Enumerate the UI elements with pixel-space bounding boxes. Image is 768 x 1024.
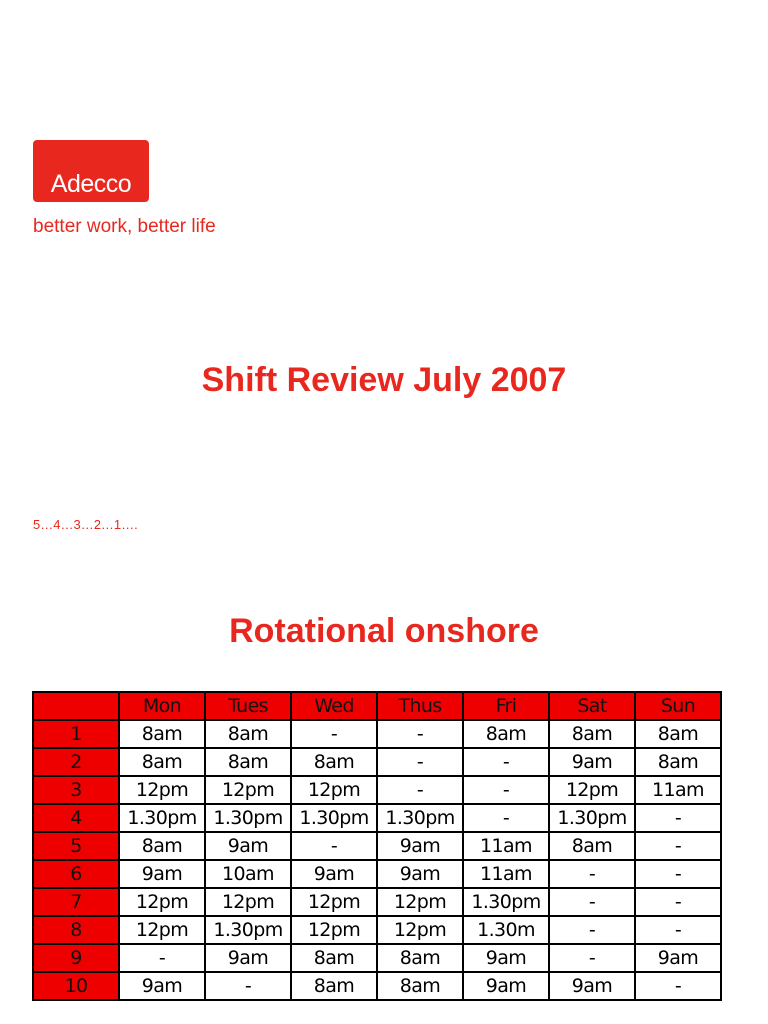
shift-cell: 8am: [549, 832, 635, 860]
adecco-logo: [33, 140, 149, 202]
shift-cell: 8am: [119, 748, 205, 776]
row-number: 8: [33, 916, 119, 944]
shift-cell: 1.30pm: [549, 804, 635, 832]
row-number: 6: [33, 860, 119, 888]
row-number: 2: [33, 748, 119, 776]
shift-cell: -: [635, 860, 721, 888]
shift-cell: 9am: [119, 972, 205, 1000]
table-row: [33, 804, 721, 832]
table-row: [33, 916, 721, 944]
table-row: [33, 748, 721, 776]
table-row: [33, 860, 721, 888]
header-thus: Thus: [377, 692, 463, 720]
shift-cell: -: [463, 804, 549, 832]
section-title: Rotational onshore: [229, 612, 539, 650]
shift-cell: 12pm: [119, 776, 205, 804]
shift-cell: 12pm: [291, 916, 377, 944]
shift-cell: -: [291, 720, 377, 748]
shift-cell: -: [549, 888, 635, 916]
shift-cell: 8am: [205, 720, 291, 748]
shift-cell: 1.30m: [463, 916, 549, 944]
shift-cell: 8am: [549, 720, 635, 748]
shift-cell: -: [635, 804, 721, 832]
shift-cell: 12pm: [291, 888, 377, 916]
corner-cell: [33, 692, 119, 720]
shift-cell: 1.30pm: [205, 804, 291, 832]
shift-cell: 8am: [205, 748, 291, 776]
shift-cell: -: [549, 916, 635, 944]
row-number: 7: [33, 888, 119, 916]
tagline: better work, better life: [33, 216, 216, 237]
shift-cell: 9am: [377, 860, 463, 888]
shift-cell: 12pm: [377, 916, 463, 944]
shift-cell: -: [377, 776, 463, 804]
shift-cell: 12pm: [205, 888, 291, 916]
table-row: [33, 972, 721, 1000]
shift-cell: 1.30pm: [205, 916, 291, 944]
shift-cell: -: [635, 832, 721, 860]
page-title: Shift Review July 2007: [201, 361, 567, 399]
row-number: 1: [33, 720, 119, 748]
shift-cell: 11am: [463, 860, 549, 888]
shift-cell: 1.30pm: [463, 888, 549, 916]
header-sat: Sat: [549, 692, 635, 720]
shift-cell: 9am: [463, 972, 549, 1000]
header-tues: Tues: [205, 692, 291, 720]
shift-cell: 12pm: [377, 888, 463, 916]
header-fri: Fri: [463, 692, 549, 720]
header-mon: Mon: [119, 692, 205, 720]
row-number: 9: [33, 944, 119, 972]
shift-cell: -: [635, 888, 721, 916]
row-number: 4: [33, 804, 119, 832]
shift-cell: 1.30pm: [119, 804, 205, 832]
shift-cell: 8am: [635, 748, 721, 776]
shift-cell: 8am: [377, 944, 463, 972]
table-row: [33, 776, 721, 804]
shift-cell: -: [291, 832, 377, 860]
shift-table: [32, 691, 722, 1001]
table-row: [33, 832, 721, 860]
shift-cell: 1.30pm: [291, 804, 377, 832]
header-wed: Wed: [291, 692, 377, 720]
shift-cell: 9am: [377, 832, 463, 860]
row-number: 10: [33, 972, 119, 1000]
table-row: [33, 888, 721, 916]
shift-cell: 12pm: [119, 888, 205, 916]
shift-cell: -: [377, 720, 463, 748]
shift-cell: 12pm: [291, 776, 377, 804]
shift-cell: 8am: [635, 720, 721, 748]
shift-cell: 9am: [205, 944, 291, 972]
shift-cell: 8am: [291, 944, 377, 972]
table-row: [33, 944, 721, 972]
logo-brand-text: Adecco: [50, 170, 132, 198]
shift-cell: 8am: [119, 832, 205, 860]
header-sun: Sun: [635, 692, 721, 720]
table-header-row: [33, 692, 721, 720]
shift-cell: 12pm: [549, 776, 635, 804]
shift-cell: 9am: [635, 944, 721, 972]
shift-cell: 9am: [205, 832, 291, 860]
shift-cell: 11am: [635, 776, 721, 804]
shift-cell: 8am: [377, 972, 463, 1000]
shift-cell: -: [463, 776, 549, 804]
shift-cell: -: [463, 748, 549, 776]
shift-cell: 8am: [291, 748, 377, 776]
shift-cell: 8am: [119, 720, 205, 748]
shift-cell: -: [205, 972, 291, 1000]
shift-cell: -: [549, 860, 635, 888]
shift-cell: 1.30pm: [377, 804, 463, 832]
shift-cell: 9am: [463, 944, 549, 972]
shift-cell: -: [549, 944, 635, 972]
shift-cell: 10am: [205, 860, 291, 888]
shift-cell: 11am: [463, 832, 549, 860]
shift-cell: 8am: [463, 720, 549, 748]
shift-cell: 9am: [291, 860, 377, 888]
shift-cell: 9am: [119, 860, 205, 888]
shift-cell: -: [377, 748, 463, 776]
shift-cell: 9am: [549, 972, 635, 1000]
shift-cell: 12pm: [119, 916, 205, 944]
countdown-text: 5…4…3…2…1….: [33, 517, 138, 532]
shift-cell: -: [635, 972, 721, 1000]
table-row: [33, 720, 721, 748]
shift-cell: -: [635, 916, 721, 944]
shift-cell: 8am: [291, 972, 377, 1000]
row-number: 5: [33, 832, 119, 860]
shift-cell: -: [119, 944, 205, 972]
shift-cell: 9am: [549, 748, 635, 776]
row-number: 3: [33, 776, 119, 804]
shift-cell: 12pm: [205, 776, 291, 804]
